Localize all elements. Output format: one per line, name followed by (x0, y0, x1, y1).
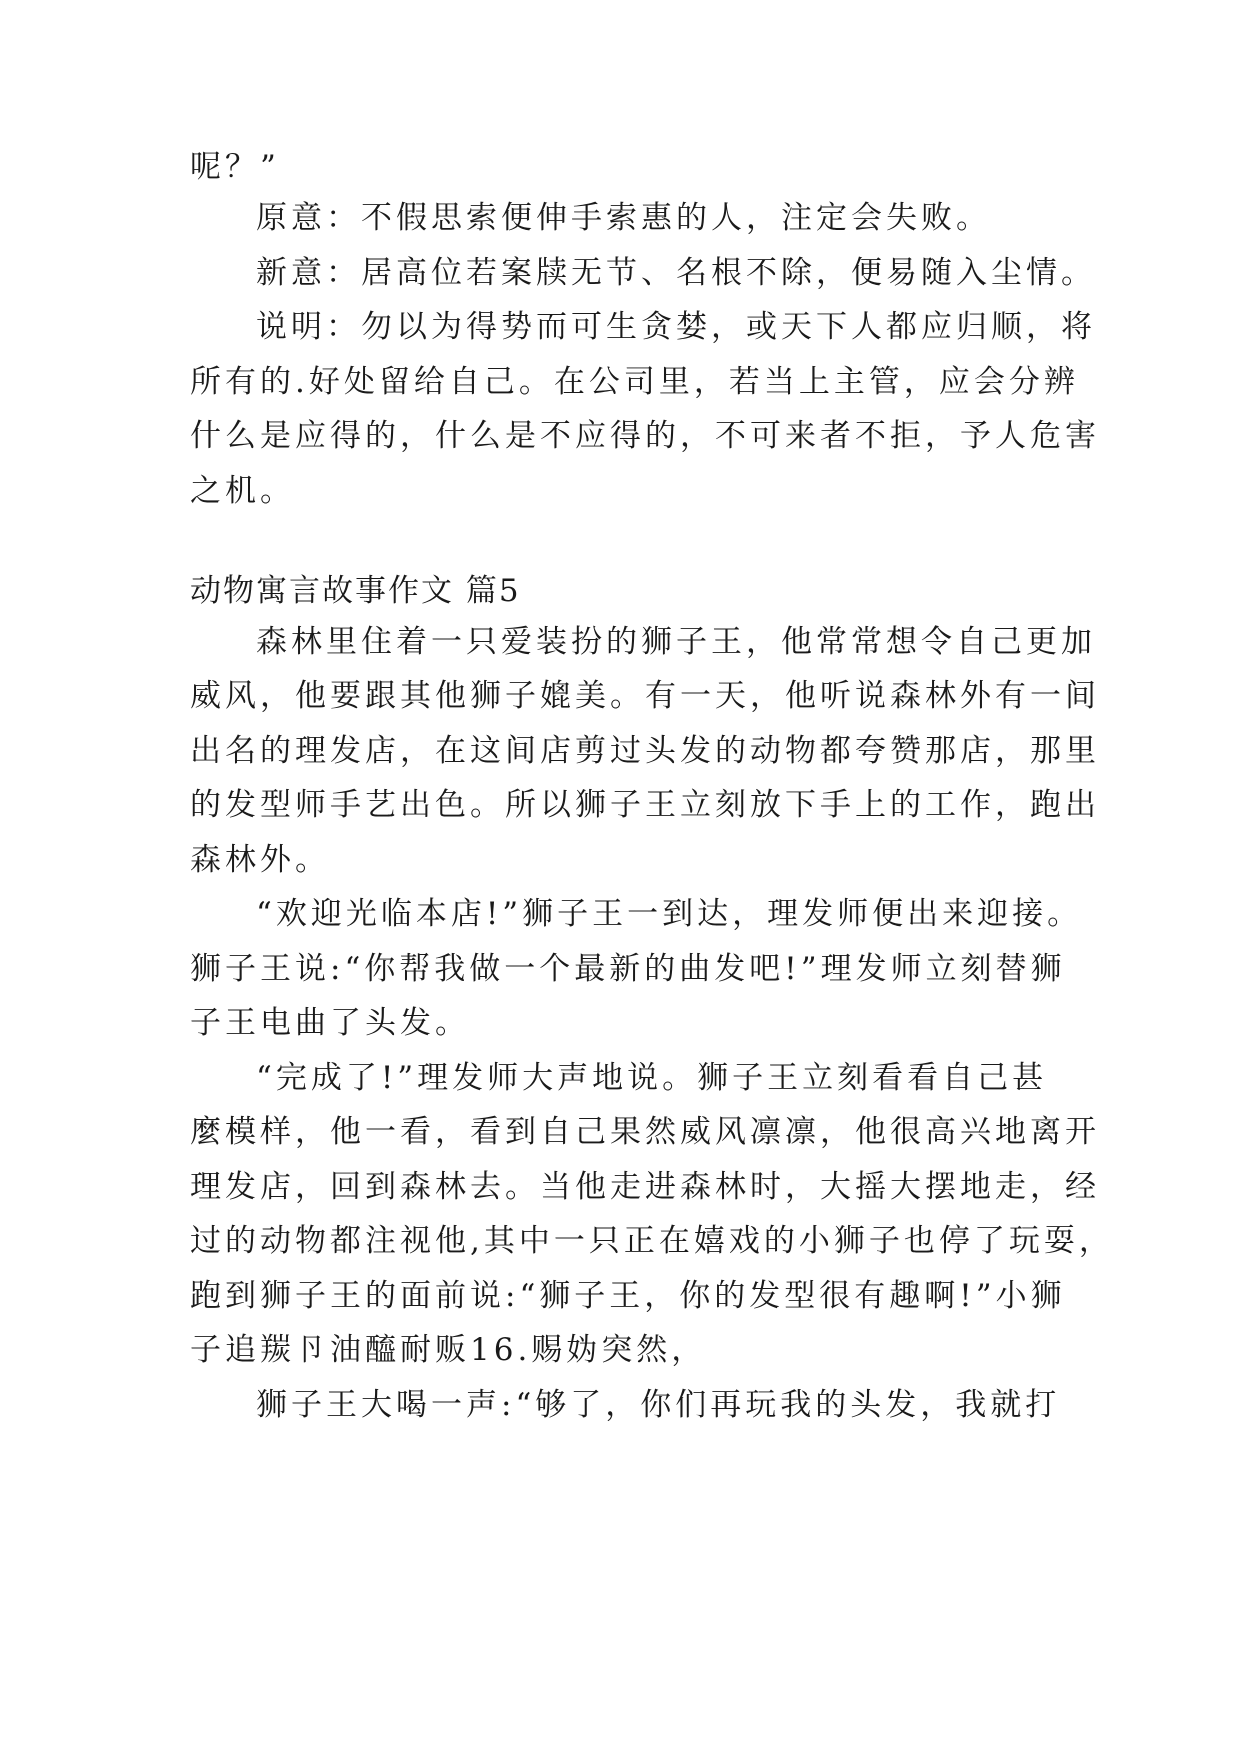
paragraph-line: 出名的理发店，在这间店剪过头发的动物都夸赞那店，那里 (190, 733, 1100, 769)
paragraph-line: “欢迎光临本店!”狮子王一到达，理发师便出来迎接。 (256, 896, 1083, 932)
paragraph-line: “完成了!”理发师大声地说。狮子王立刻看看自己甚 (256, 1060, 1048, 1096)
original-meaning-line: 原意：不假思索便伸手索惠的人，注定会失败。 (256, 200, 991, 236)
paragraph-line: 狮子王说:“你帮我做一个最新的曲发吧!”理发师立刻替狮 (190, 951, 1066, 987)
paragraph-line: 森林里住着一只爱装扮的狮子王，他常常想令自己更加 (256, 624, 1096, 660)
paragraph-line: 子王电曲了头发。 (190, 1005, 470, 1041)
paragraph-line: 跑到狮子王的面前说:“狮子王，你的发型很有趣啊!”小狮 (190, 1278, 1066, 1314)
paragraph-line: 狮子王大喝一声:“够了，你们再玩我的头发，我就打 (256, 1387, 1061, 1423)
paragraph-line: 威风，他要跟其他狮子媲美。有一天，他听说森林外有一间 (190, 678, 1100, 714)
text-line: 呢？” (190, 149, 280, 185)
paragraph-line: 理发店，回到森林去。当他走进森林时，大摇大摆地走，经 (190, 1169, 1100, 1205)
explanation-line: 什么是应得的，什么是不应得的，不可来者不拒，予人危害 (190, 418, 1100, 454)
paragraph-line: 麼模样，他一看，看到自己果然威风凛凛，他很高兴地离开 (190, 1114, 1100, 1150)
new-meaning-line: 新意：居高位若案牍无节、名根不除，便易随入尘情。 (256, 255, 1096, 291)
paragraph-line: 森林外。 (190, 842, 330, 878)
explanation-line: 之机。 (190, 473, 295, 509)
paragraph-line: 子追羰卪油醯耐贩16.赐妫突然， (190, 1332, 707, 1368)
paragraph-line: 的发型师手艺出色。所以狮子王立刻放下手上的工作，跑出 (190, 787, 1100, 823)
explanation-line: 所有的.好处留给自己。在公司里，若当上主管，应会分辨 (190, 364, 1079, 400)
section-heading: 动物寓言故事作文 篇5 (190, 573, 521, 609)
paragraph-line: 过的动物都注视他,其中一只正在嬉戏的小狮子也停了玩耍， (190, 1223, 1114, 1259)
explanation-line: 说明：勿以为得势而可生贪婪，或天下人都应归顺，将 (256, 309, 1096, 345)
